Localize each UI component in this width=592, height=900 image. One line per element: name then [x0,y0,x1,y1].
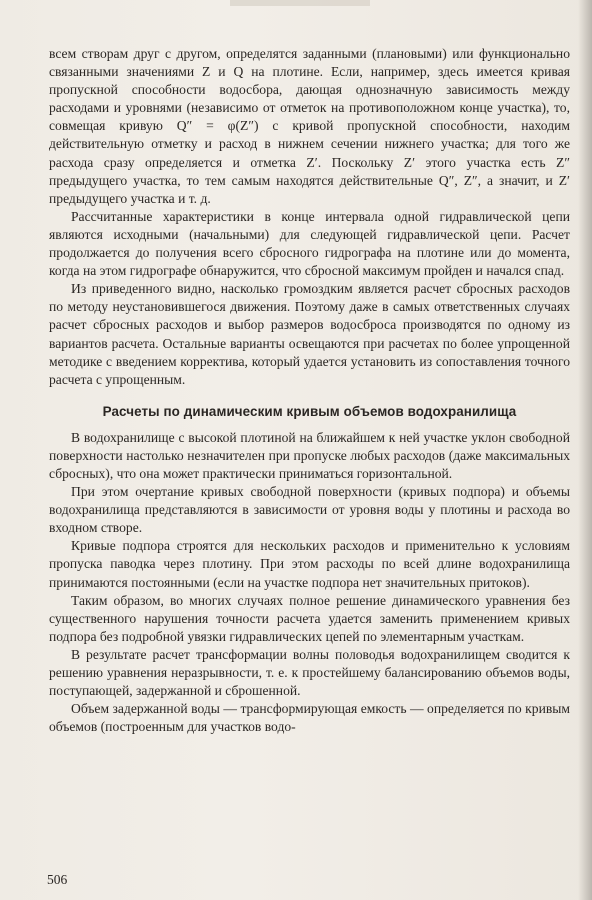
page-number: 506 [47,872,68,887]
paragraph: Объем задержанной воды — трансформирующая емкость — определяется по кривым объемов (построенным для участков водо- [49,701,570,735]
paragraph: При этом очертание кривых свободной поверхности (кривых подпора) и объемы водохранилища представляются в зависимости от уровня воды у плотины и расхода во входном створе. [49,484,570,536]
page-edge-shadow [578,0,592,900]
top-scan-shadow [230,0,370,6]
paragraph: В результате расчет трансформации волны половодья водохранилищем сводится к решению уравнения неразрывности, т. е. к простейшему балансированию объемов воды, поступающей, задержанной и сброшенной. [49,646,570,699]
paragraph: Рассчитанные характеристики в конце интервала одной гидравлической цепи являются исходными (начальными) для следующей гидравлической цепи. Расчет продолжается до получения всего сбросного гидрографа на плотине или до момента, когда на этом гидрографе обнаружится, что сбросной максимум пройден и начался спад. [49,208,570,279]
text-column [49,45,570,736]
paragraph: Из приведенного видно, насколько громоздким является расчет сбросных расходов по методу неустановившегося движения. Поэтому даже в самых ответственных случаях расчет сбросных расходов и выбор размеров водосброса производятся по одному из вариантов расчета. Остальные варианты освещаются при расчетах по более упрощенной методике с введением корректива, который удается установить из сопоставления точного расчета с упрощенным. [49,281,570,387]
section-heading: Расчеты по динамическим кривым объемов водохранилища [102,403,517,419]
paragraph: Кривые подпора строятся для нескольких расходов и применительно к условиям пропуска паводка через плотину. При этом расходы по всей длине водохранилища принимаются постоянными (если на участке подпора нет значительных притоков). [49,538,570,590]
paragraph: В водохранилище с высокой плотиной на ближайшем к ней участке уклон свободной поверхности настолько незначителен при пропуске любых расходов (даже максимальных сбросных), что она может практически приниматься горизонтальной. [49,429,570,481]
paragraph: Таким образом, во многих случаях полное решение динамического уравнения без существенного нарушения точности расчета удается заменить применением кривых подпора без подробной увязки гидравлических цепей по элементарным участкам. [49,592,570,644]
paragraph-continued: всем створам друг с другом, определятся заданными (плановыми) или функционально связанными значениями Z и Q на плотине. Если, например, здесь имеется кривая пропускной способности водосбора, дающая однозначную зависимость между расходами и уровнями (независимо от отметок на противоположном конце участка), то, совмещая кривую Q″ = φ(Z″) с кривой пропускной способности, находим действительную отметку и расход в нижнем сечении нижнего участка; для того же расхода сразу определяется и отметка Z′. Поскольку Z′ этого участка есть Z″ предыдущего участка, то тем самым находятся действительные Q″, Z″, а значит, и Z′ предыдущего участка и т. д. [49,46,570,206]
